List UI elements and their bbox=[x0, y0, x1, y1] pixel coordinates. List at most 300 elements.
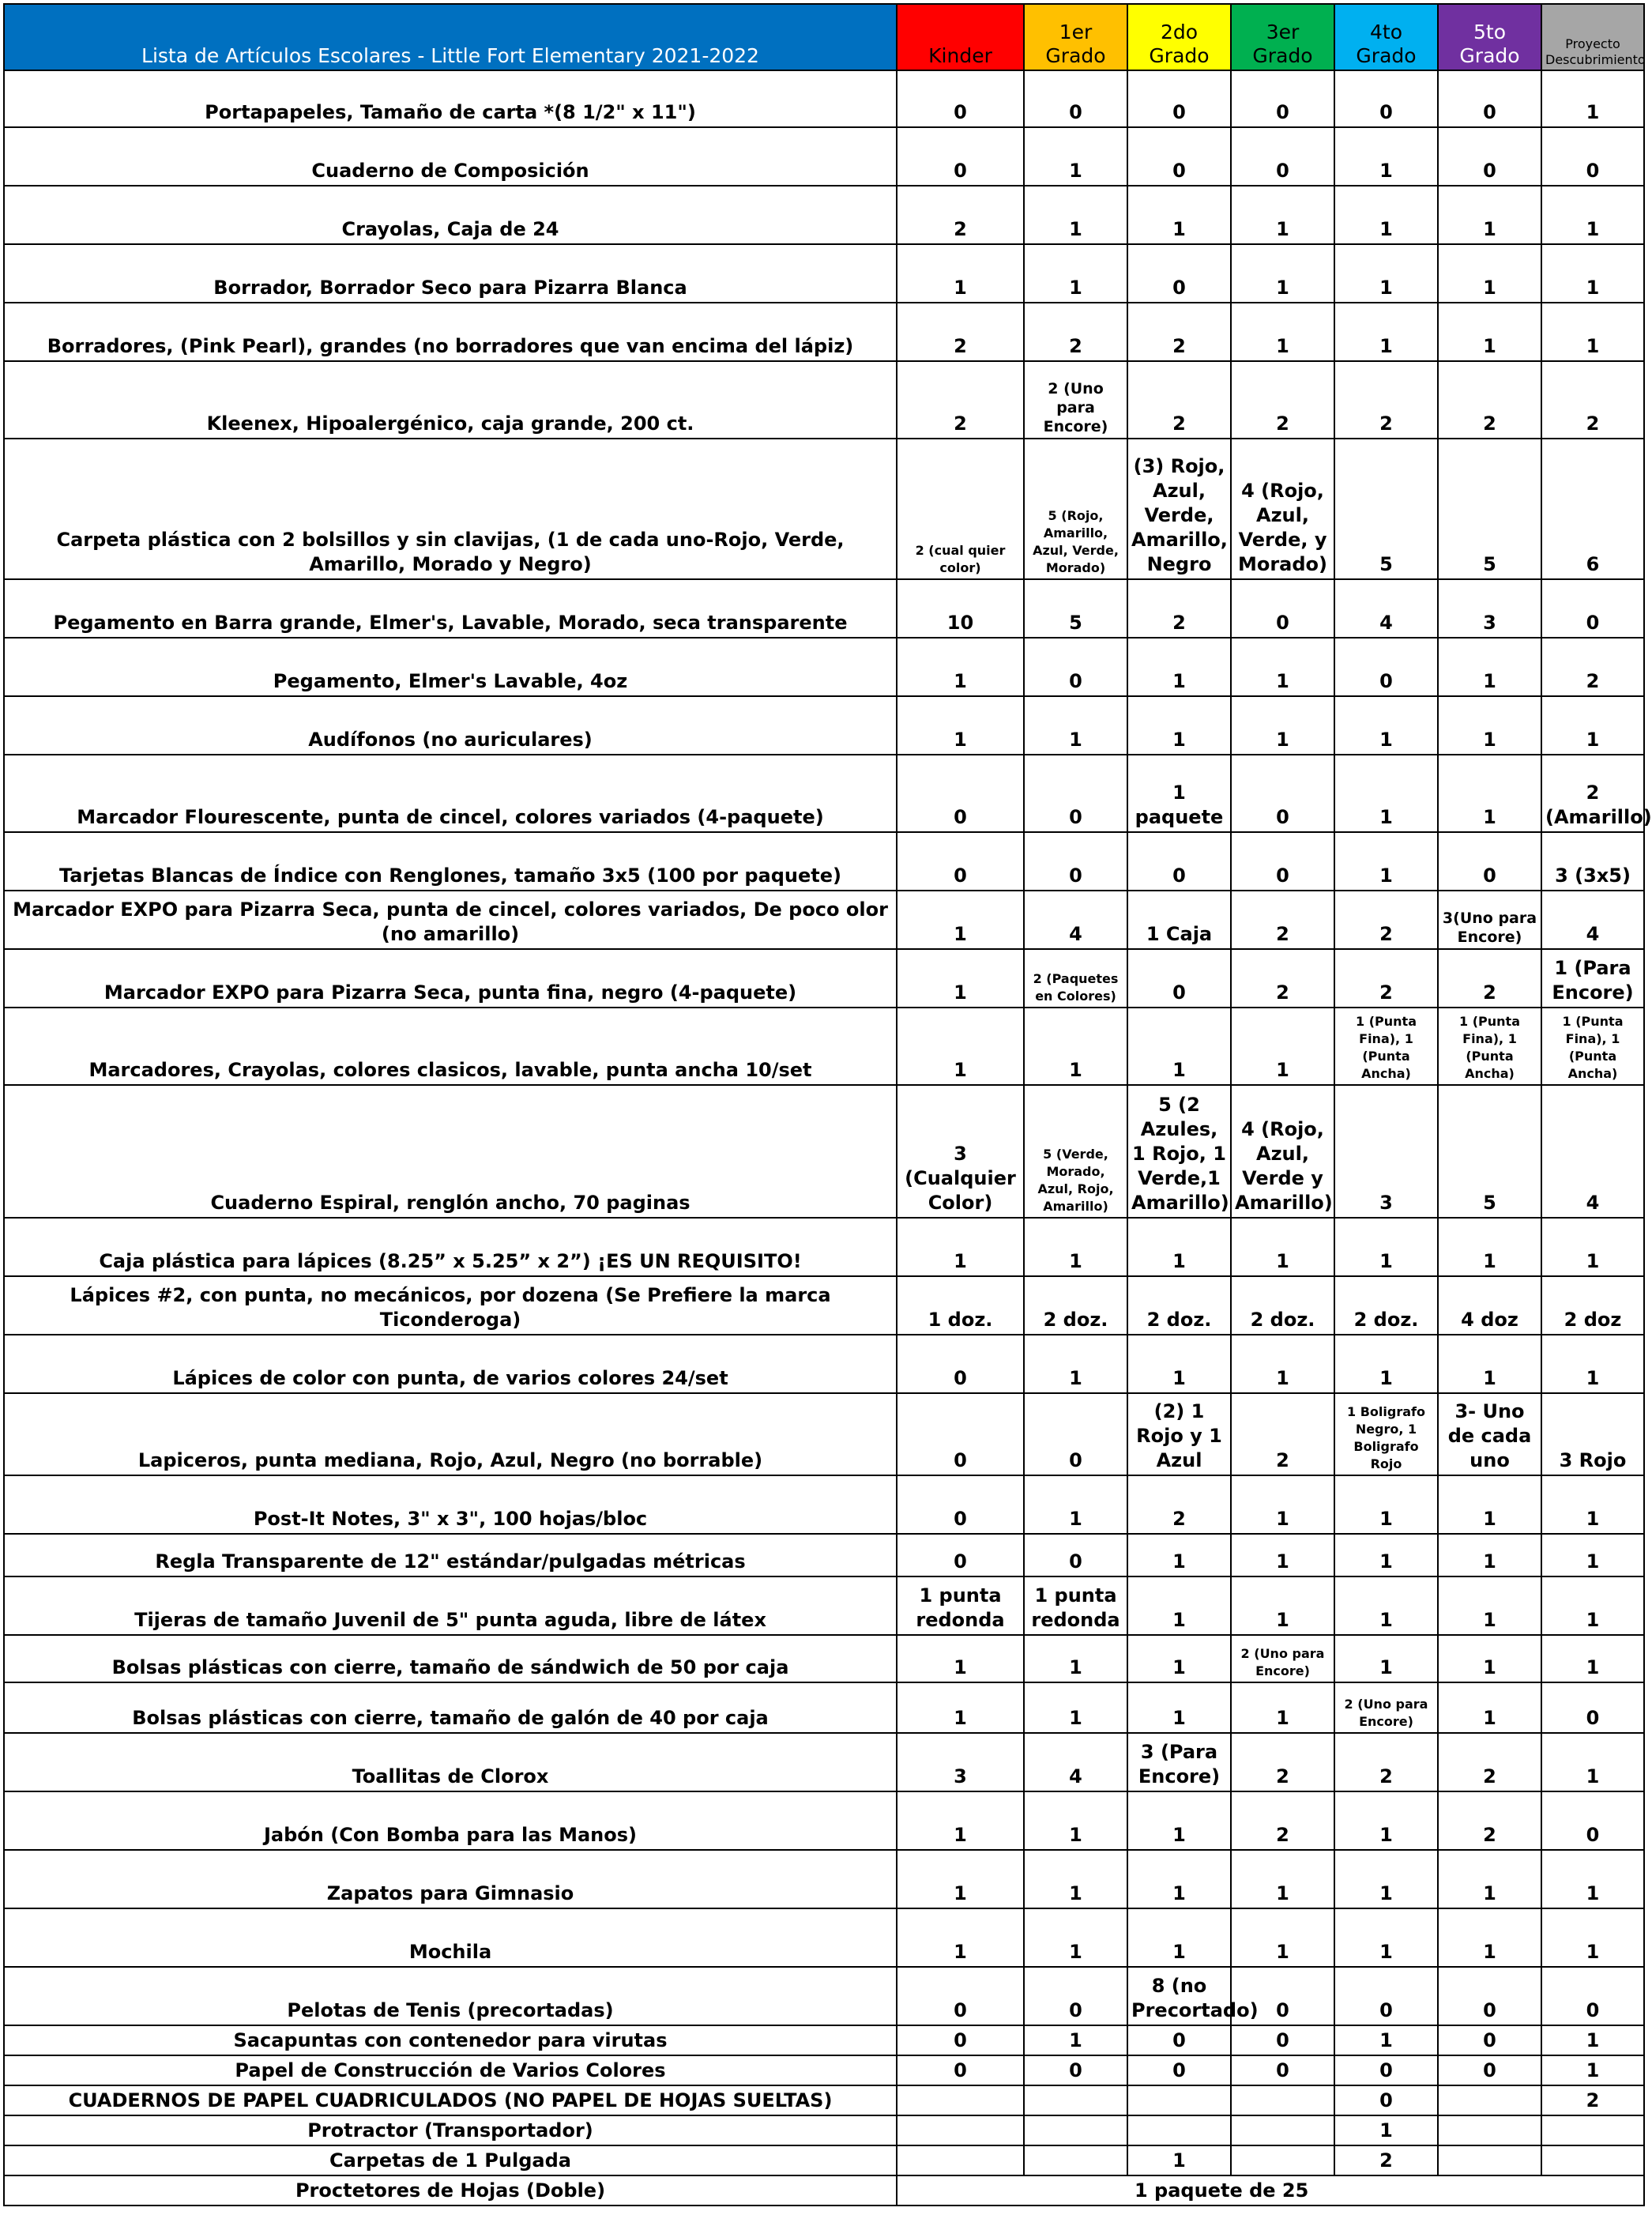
qty-cell: 1 bbox=[1541, 1475, 1644, 1534]
qty-cell: 1 bbox=[1541, 696, 1644, 755]
qty-cell: 1 bbox=[1438, 303, 1541, 361]
qty-cell: 5 bbox=[1334, 439, 1438, 579]
qty-cell: 8 (no Precortado) bbox=[1127, 1967, 1231, 2025]
qty-cell: 5 (Verde, Morado, Azul, Rojo, Amarillo) bbox=[1024, 1085, 1127, 1218]
qty-cell: 1 (Punta Fina), 1 (Punta Ancha) bbox=[1438, 1008, 1541, 1085]
qty-cell: 1 bbox=[897, 1218, 1024, 1276]
qty-cell: 1 bbox=[1127, 2145, 1231, 2175]
table-body bbox=[4, 70, 1652, 2206]
qty-cell: 0 bbox=[897, 1967, 1024, 2025]
qty-cell: 1 bbox=[1231, 1908, 1334, 1967]
qty-cell: 4 (Rojo, Azul, Verde, y Morado) bbox=[1231, 439, 1334, 579]
qty-cell: 5 (2 Azules, 1 Rojo, 1 Verde,1 Amarillo) bbox=[1127, 1085, 1231, 1218]
qty-cell: 1 bbox=[1127, 638, 1231, 696]
col-proyecto-descubrimiento: Proyecto Descubrimiento bbox=[1541, 4, 1644, 70]
qty-cell: 1 bbox=[1127, 1682, 1231, 1733]
qty-cell: 1 bbox=[1127, 1850, 1231, 1908]
qty-cell: 1 bbox=[1334, 1791, 1438, 1850]
qty-cell: 1 bbox=[1024, 1850, 1127, 1908]
qty-cell: 0 bbox=[1024, 70, 1127, 127]
qty-cell: 1 bbox=[897, 1908, 1024, 1967]
qty-cell: 1 bbox=[1541, 2025, 1644, 2055]
qty-cell: 1 bbox=[1024, 696, 1127, 755]
qty-cell: 1 bbox=[1541, 1635, 1644, 1682]
table-row bbox=[4, 2025, 1644, 2055]
qty-cell: 0 bbox=[1231, 70, 1334, 127]
qty-cell: 1 (Punta Fina), 1 (Punta Ancha) bbox=[1541, 1008, 1644, 1085]
table-row bbox=[4, 1475, 1644, 1534]
col-2do-grado: 2do Grado bbox=[1127, 4, 1231, 70]
qty-cell: 0 bbox=[897, 2025, 1024, 2055]
table-row bbox=[4, 1534, 1644, 1576]
item-name: Marcador EXPO para Pizarra Seca, punta de cincel, colores variados, De poco olor (no amarillo) bbox=[4, 891, 897, 949]
qty-cell: 2 bbox=[1231, 1791, 1334, 1850]
table-row bbox=[4, 70, 1644, 127]
qty-cell: 1 bbox=[897, 891, 1024, 949]
header-row bbox=[4, 4, 1644, 70]
qty-cell: 4 bbox=[1024, 891, 1127, 949]
qty-cell bbox=[1231, 2115, 1334, 2145]
qty-cell bbox=[1438, 2115, 1541, 2145]
item-name: Marcador EXPO para Pizarra Seca, punta fina, negro (4-paquete) bbox=[4, 949, 897, 1008]
qty-cell: 1 bbox=[897, 1791, 1024, 1850]
item-name: Zapatos para Gimnasio bbox=[4, 1850, 897, 1908]
item-name: Mochila bbox=[4, 1908, 897, 1967]
qty-cell: 0 bbox=[1024, 1393, 1127, 1475]
merged-qty-cell: 1 paquete de 25 bbox=[897, 2175, 1644, 2206]
qty-cell: 1 bbox=[1438, 1218, 1541, 1276]
item-name: Proctetores de Hojas (Doble) bbox=[4, 2175, 897, 2206]
qty-cell: 1 bbox=[1334, 1908, 1438, 1967]
item-name: Post-It Notes, 3" x 3", 100 hojas/bloc bbox=[4, 1475, 897, 1534]
qty-cell: 1 bbox=[897, 1008, 1024, 1085]
qty-cell: 1 bbox=[1024, 1475, 1127, 1534]
qty-cell: 1 bbox=[1438, 186, 1541, 244]
item-name: Portapapeles, Tamaño de carta *(8 1/2" x 11") bbox=[4, 70, 897, 127]
qty-cell: 1 bbox=[1334, 2025, 1438, 2055]
qty-cell: 1 bbox=[897, 1635, 1024, 1682]
qty-cell: 0 bbox=[1438, 832, 1541, 891]
table-row bbox=[4, 891, 1644, 949]
qty-cell: 5 bbox=[1024, 579, 1127, 638]
item-name: Protractor (Transportador) bbox=[4, 2115, 897, 2145]
qty-cell: 5 bbox=[1438, 439, 1541, 579]
table-row bbox=[4, 1967, 1644, 2025]
qty-cell: 2 (Uno para Encore) bbox=[1231, 1635, 1334, 1682]
qty-cell: 0 bbox=[1231, 579, 1334, 638]
qty-cell: 1 bbox=[1438, 244, 1541, 303]
qty-cell bbox=[1127, 2115, 1231, 2145]
qty-cell: 1 bbox=[1334, 127, 1438, 186]
col-5to-grado: 5to Grado bbox=[1438, 4, 1541, 70]
qty-cell: 1 bbox=[1231, 244, 1334, 303]
qty-cell: 1 bbox=[1024, 1908, 1127, 1967]
item-name: Kleenex, Hipoalergénico, caja grande, 200 ct. bbox=[4, 361, 897, 439]
qty-cell: (3) Rojo, Azul, Verde, Amarillo, Negro bbox=[1127, 439, 1231, 579]
qty-cell: 0 bbox=[1127, 832, 1231, 891]
item-name: Regla Transparente de 12" estándar/pulgadas métricas bbox=[4, 1534, 897, 1576]
qty-cell: 1 bbox=[1334, 244, 1438, 303]
qty-cell: 4 bbox=[1541, 891, 1644, 949]
qty-cell: 2 bbox=[897, 303, 1024, 361]
qty-cell: 0 bbox=[1127, 244, 1231, 303]
qty-cell: 1 bbox=[1541, 244, 1644, 303]
qty-cell: 1 bbox=[1334, 1635, 1438, 1682]
table-row bbox=[4, 1276, 1644, 1335]
col-1er-grado: 1er Grado bbox=[1024, 4, 1127, 70]
item-name: Sacapuntas con contenedor para virutas bbox=[4, 2025, 897, 2055]
table-row bbox=[4, 361, 1644, 439]
item-name: Crayolas, Caja de 24 bbox=[4, 186, 897, 244]
qty-cell: 1 Caja bbox=[1127, 891, 1231, 949]
qty-cell: 2 (Uno para Encore) bbox=[1334, 1682, 1438, 1733]
qty-cell: 1 paquete bbox=[1127, 755, 1231, 832]
qty-cell: 4 doz bbox=[1438, 1276, 1541, 1335]
qty-cell: 1 bbox=[1334, 1218, 1438, 1276]
qty-cell bbox=[1127, 2085, 1231, 2115]
qty-cell: 0 bbox=[1024, 755, 1127, 832]
qty-cell: 2 bbox=[1438, 361, 1541, 439]
qty-cell: 0 bbox=[1334, 1967, 1438, 2025]
table-row bbox=[4, 1635, 1644, 1682]
qty-cell: 1 (Punta Fina), 1 (Punta Ancha) bbox=[1334, 1008, 1438, 1085]
table-row bbox=[4, 832, 1644, 891]
table-row bbox=[4, 1791, 1644, 1850]
item-name: Cuaderno de Composición bbox=[4, 127, 897, 186]
qty-cell: 1 bbox=[1438, 1335, 1541, 1393]
qty-cell: 0 bbox=[897, 1475, 1024, 1534]
qty-cell bbox=[897, 2085, 1024, 2115]
qty-cell bbox=[897, 2145, 1024, 2175]
qty-cell: 0 bbox=[1127, 127, 1231, 186]
qty-cell: 1 bbox=[1127, 1335, 1231, 1393]
qty-cell bbox=[1541, 2115, 1644, 2145]
item-name: Caja plástica para lápices (8.25” x 5.25” x 2”) ¡ES UN REQUISITO! bbox=[4, 1218, 897, 1276]
item-name: Carpetas de 1 Pulgada bbox=[4, 2145, 897, 2175]
item-name: Audífonos (no auriculares) bbox=[4, 696, 897, 755]
qty-cell: 1 bbox=[1438, 1850, 1541, 1908]
qty-cell: 1 bbox=[1334, 1850, 1438, 1908]
qty-cell: 0 bbox=[1024, 2055, 1127, 2085]
qty-cell: 1 punta redonda bbox=[897, 1576, 1024, 1635]
qty-cell: 2 doz. bbox=[1334, 1276, 1438, 1335]
table-row bbox=[4, 303, 1644, 361]
qty-cell: 4 (Rojo, Azul, Verde y Amarillo) bbox=[1231, 1085, 1334, 1218]
item-name: Bolsas plásticas con cierre, tamaño de galón de 40 por caja bbox=[4, 1682, 897, 1733]
qty-cell: 2 bbox=[1438, 1733, 1541, 1791]
qty-cell: 1 bbox=[1024, 186, 1127, 244]
table-row bbox=[4, 755, 1644, 832]
qty-cell: 0 bbox=[1231, 1967, 1334, 2025]
qty-cell: 1 bbox=[1334, 1576, 1438, 1635]
qty-cell: 1 bbox=[1334, 186, 1438, 244]
qty-cell: 1 bbox=[1541, 1218, 1644, 1276]
qty-cell: 1 bbox=[1231, 1682, 1334, 1733]
qty-cell: 2 bbox=[1438, 949, 1541, 1008]
qty-cell: 0 bbox=[1438, 127, 1541, 186]
page-title: Lista de Artículos Escolares - Little Fort Elementary 2021-2022 bbox=[4, 4, 897, 70]
qty-cell bbox=[1024, 2145, 1127, 2175]
qty-cell: 1 bbox=[1024, 1791, 1127, 1850]
qty-cell: 1 bbox=[1024, 1635, 1127, 1682]
qty-cell: 5 (Rojo, Amarillo, Azul, Verde, Morado) bbox=[1024, 439, 1127, 579]
qty-cell: 2 doz. bbox=[1127, 1276, 1231, 1335]
qty-cell: 0 bbox=[1334, 70, 1438, 127]
qty-cell: 1 punta redonda bbox=[1024, 1576, 1127, 1635]
qty-cell: 0 bbox=[897, 1335, 1024, 1393]
qty-cell: 0 bbox=[897, 1534, 1024, 1576]
item-name: Marcadores, Crayolas, colores clasicos, lavable, punta ancha 10/set bbox=[4, 1008, 897, 1085]
qty-cell: 0 bbox=[1438, 1967, 1541, 2025]
qty-cell bbox=[1024, 2115, 1127, 2145]
qty-cell: 1 bbox=[1231, 638, 1334, 696]
qty-cell: 1 bbox=[1231, 1475, 1334, 1534]
qty-cell: 10 bbox=[897, 579, 1024, 638]
qty-cell: 1 bbox=[1231, 1008, 1334, 1085]
qty-cell: 1 Boligrafo Negro, 1 Boligrafo Rojo bbox=[1334, 1393, 1438, 1475]
qty-cell: 1 bbox=[1127, 1576, 1231, 1635]
qty-cell: 1 bbox=[1127, 1534, 1231, 1576]
item-name: Pegamento en Barra grande, Elmer's, Lavable, Morado, seca transparente bbox=[4, 579, 897, 638]
qty-cell: 2 bbox=[1127, 303, 1231, 361]
qty-cell: 1 bbox=[1231, 1218, 1334, 1276]
table-row bbox=[4, 1850, 1644, 1908]
qty-cell: 1 bbox=[1127, 1218, 1231, 1276]
qty-cell: 2 bbox=[1231, 1393, 1334, 1475]
qty-cell: 1 bbox=[1438, 1635, 1541, 1682]
qty-cell: 1 bbox=[1334, 696, 1438, 755]
qty-cell bbox=[897, 2115, 1024, 2145]
qty-cell: 2 bbox=[1127, 579, 1231, 638]
qty-cell: 0 bbox=[1024, 1967, 1127, 2025]
qty-cell: 2 bbox=[1334, 1733, 1438, 1791]
qty-cell: 2 bbox=[1231, 1733, 1334, 1791]
qty-cell: 0 bbox=[897, 70, 1024, 127]
qty-cell: 3 (Cualquier Color) bbox=[897, 1085, 1024, 1218]
table-row bbox=[4, 696, 1644, 755]
qty-cell: 0 bbox=[1541, 1791, 1644, 1850]
qty-cell: 0 bbox=[1541, 127, 1644, 186]
qty-cell: 1 bbox=[1024, 2025, 1127, 2055]
qty-cell: 3 Rojo bbox=[1541, 1393, 1644, 1475]
qty-cell: 1 bbox=[1541, 1733, 1644, 1791]
item-name: Tijeras de tamaño Juvenil de 5" punta aguda, libre de látex bbox=[4, 1576, 897, 1635]
qty-cell bbox=[1024, 2085, 1127, 2115]
qty-cell: 2 doz. bbox=[1024, 1276, 1127, 1335]
qty-cell: 1 bbox=[1231, 186, 1334, 244]
qty-cell: 4 bbox=[1334, 579, 1438, 638]
qty-cell bbox=[1438, 2145, 1541, 2175]
table-row bbox=[4, 1008, 1644, 1085]
qty-cell: 0 bbox=[1024, 638, 1127, 696]
table-row bbox=[4, 1335, 1644, 1393]
table-row bbox=[4, 2115, 1644, 2145]
qty-cell bbox=[1231, 2145, 1334, 2175]
table-row bbox=[4, 1393, 1644, 1475]
qty-cell: 1 bbox=[1438, 696, 1541, 755]
qty-cell: 1 bbox=[1024, 1682, 1127, 1733]
qty-cell: 0 bbox=[1231, 832, 1334, 891]
qty-cell: 1 bbox=[1231, 1335, 1334, 1393]
qty-cell: 2 bbox=[1231, 949, 1334, 1008]
item-name: Lápices #2, con punta, no mecánicos, por dozena (Se Prefiere la marca Ticonderoga) bbox=[4, 1276, 897, 1335]
qty-cell: 1 (Para Encore) bbox=[1541, 949, 1644, 1008]
qty-cell: 2 bbox=[1334, 2145, 1438, 2175]
item-name: Borrador, Borrador Seco para Pizarra Blanca bbox=[4, 244, 897, 303]
qty-cell: 0 bbox=[1334, 2085, 1438, 2115]
qty-cell: 0 bbox=[1231, 2025, 1334, 2055]
qty-cell: 4 bbox=[1024, 1733, 1127, 1791]
qty-cell: 1 bbox=[897, 949, 1024, 1008]
table-row bbox=[4, 2085, 1644, 2115]
qty-cell: 1 bbox=[1541, 1850, 1644, 1908]
table-row bbox=[4, 244, 1644, 303]
item-name: Pelotas de Tenis (precortadas) bbox=[4, 1967, 897, 2025]
qty-cell: 0 bbox=[1231, 127, 1334, 186]
qty-cell: 2 bbox=[1127, 361, 1231, 439]
qty-cell: 1 bbox=[1541, 186, 1644, 244]
qty-cell: 1 bbox=[1541, 70, 1644, 127]
qty-cell: 1 bbox=[897, 696, 1024, 755]
qty-cell: 1 bbox=[1541, 303, 1644, 361]
qty-cell: 1 bbox=[1024, 1008, 1127, 1085]
qty-cell: 1 bbox=[1541, 1534, 1644, 1576]
qty-cell: 1 bbox=[1438, 1576, 1541, 1635]
item-name: Borradores, (Pink Pearl), grandes (no borradores que van encima del lápiz) bbox=[4, 303, 897, 361]
qty-cell: 2 bbox=[1024, 303, 1127, 361]
qty-cell: 0 bbox=[1438, 2025, 1541, 2055]
table-row bbox=[4, 127, 1644, 186]
qty-cell: 0 bbox=[1541, 579, 1644, 638]
qty-cell: 0 bbox=[897, 1393, 1024, 1475]
qty-cell: 1 bbox=[1334, 303, 1438, 361]
qty-cell: 2 doz bbox=[1541, 1276, 1644, 1335]
qty-cell: 1 bbox=[1541, 1576, 1644, 1635]
qty-cell: 1 bbox=[1231, 696, 1334, 755]
qty-cell: 1 bbox=[1334, 2115, 1438, 2145]
qty-cell: 1 bbox=[1438, 755, 1541, 832]
supply-table bbox=[3, 3, 1652, 2206]
table-row bbox=[4, 1682, 1644, 1733]
qty-cell: 2 bbox=[897, 186, 1024, 244]
qty-cell: 0 bbox=[1541, 1682, 1644, 1733]
qty-cell: 3(Uno para Encore) bbox=[1438, 891, 1541, 949]
qty-cell: 2 bbox=[1127, 1475, 1231, 1534]
table-row bbox=[4, 1218, 1644, 1276]
qty-cell: 1 bbox=[1334, 1475, 1438, 1534]
qty-cell: 2 bbox=[1541, 638, 1644, 696]
qty-cell: 0 bbox=[1127, 949, 1231, 1008]
qty-cell: 6 bbox=[1541, 439, 1644, 579]
item-name: Tarjetas Blancas de Índice con Renglones, tamaño 3x5 (100 por paquete) bbox=[4, 832, 897, 891]
qty-cell: 1 bbox=[1127, 1635, 1231, 1682]
qty-cell bbox=[1438, 2085, 1541, 2115]
table-row bbox=[4, 2055, 1644, 2085]
qty-cell: 0 bbox=[897, 755, 1024, 832]
qty-cell: 1 doz. bbox=[897, 1276, 1024, 1335]
qty-cell: 2 doz. bbox=[1231, 1276, 1334, 1335]
qty-cell: 1 bbox=[1334, 1335, 1438, 1393]
table-row bbox=[4, 638, 1644, 696]
qty-cell: 2 bbox=[897, 361, 1024, 439]
qty-cell: 1 bbox=[1438, 1475, 1541, 1534]
qty-cell: 0 bbox=[1231, 2055, 1334, 2085]
item-name: Marcador Flourescente, punta de cincel, colores variados (4-paquete) bbox=[4, 755, 897, 832]
table-row bbox=[4, 2145, 1644, 2175]
qty-cell: 1 bbox=[1438, 1682, 1541, 1733]
qty-cell: 1 bbox=[897, 638, 1024, 696]
col-4to-grado: 4to Grado bbox=[1334, 4, 1438, 70]
qty-cell: 0 bbox=[1024, 832, 1127, 891]
qty-cell: 1 bbox=[1231, 1534, 1334, 1576]
qty-cell: (2) 1 Rojo y 1 Azul bbox=[1127, 1393, 1231, 1475]
table-row bbox=[4, 949, 1644, 1008]
qty-cell: 1 bbox=[1127, 696, 1231, 755]
qty-cell: 1 bbox=[1334, 832, 1438, 891]
qty-cell: 0 bbox=[897, 832, 1024, 891]
qty-cell: 2 bbox=[1438, 1791, 1541, 1850]
qty-cell: 2 bbox=[1231, 891, 1334, 949]
qty-cell: 3 (Para Encore) bbox=[1127, 1733, 1231, 1791]
qty-cell: 0 bbox=[1334, 2055, 1438, 2085]
qty-cell: 0 bbox=[1334, 638, 1438, 696]
qty-cell: 1 bbox=[897, 1682, 1024, 1733]
qty-cell: 3 bbox=[897, 1733, 1024, 1791]
qty-cell: 1 bbox=[1127, 1908, 1231, 1967]
qty-cell: 0 bbox=[1127, 2055, 1231, 2085]
qty-cell: 2 bbox=[1334, 361, 1438, 439]
qty-cell: 1 bbox=[1541, 2055, 1644, 2085]
table-row bbox=[4, 1085, 1644, 1218]
qty-cell: 3 bbox=[1438, 579, 1541, 638]
item-name: Toallitas de Clorox bbox=[4, 1733, 897, 1791]
table-row bbox=[4, 1733, 1644, 1791]
qty-cell: 1 bbox=[1541, 1335, 1644, 1393]
table-row bbox=[4, 186, 1644, 244]
item-name: Carpeta plástica con 2 bolsillos y sin clavijas, (1 de cada uno-Rojo, Verde, Amarillo, Morado y Negro) bbox=[4, 439, 897, 579]
qty-cell: 0 bbox=[1231, 755, 1334, 832]
qty-cell: 0 bbox=[1438, 2055, 1541, 2085]
qty-cell: 2 bbox=[1541, 361, 1644, 439]
qty-cell: 1 bbox=[897, 244, 1024, 303]
qty-cell: 1 bbox=[1231, 1850, 1334, 1908]
qty-cell: 2 bbox=[1334, 949, 1438, 1008]
qty-cell: 2 bbox=[1541, 2085, 1644, 2115]
col-kinder: Kinder bbox=[897, 4, 1024, 70]
item-name: CUADERNOS DE PAPEL CUADRICULADOS (NO PAPEL DE HOJAS SUELTAS) bbox=[4, 2085, 897, 2115]
table-row bbox=[4, 1576, 1644, 1635]
qty-cell: 0 bbox=[897, 2055, 1024, 2085]
qty-cell: 3 bbox=[1334, 1085, 1438, 1218]
item-name: Pegamento, Elmer's Lavable, 4oz bbox=[4, 638, 897, 696]
qty-cell: 2 (cual quier color) bbox=[897, 439, 1024, 579]
table-row bbox=[4, 579, 1644, 638]
qty-cell: 3- Uno de cada uno bbox=[1438, 1393, 1541, 1475]
qty-cell: 1 bbox=[1334, 1534, 1438, 1576]
qty-cell: 2 bbox=[1231, 361, 1334, 439]
qty-cell: 1 bbox=[1024, 127, 1127, 186]
qty-cell: 1 bbox=[1231, 303, 1334, 361]
qty-cell: 2 (Amarillo) bbox=[1541, 755, 1644, 832]
item-name: Bolsas plásticas con cierre, tamaño de sándwich de 50 por caja bbox=[4, 1635, 897, 1682]
qty-cell: 1 bbox=[1438, 638, 1541, 696]
item-name: Lapiceros, punta mediana, Rojo, Azul, Negro (no borrable) bbox=[4, 1393, 897, 1475]
qty-cell: 1 bbox=[897, 1850, 1024, 1908]
qty-cell: 2 (Paquetes en Colores) bbox=[1024, 949, 1127, 1008]
item-name: Jabón (Con Bomba para las Manos) bbox=[4, 1791, 897, 1850]
supply-list bbox=[3, 3, 1652, 2206]
qty-cell: 0 bbox=[1127, 2025, 1231, 2055]
